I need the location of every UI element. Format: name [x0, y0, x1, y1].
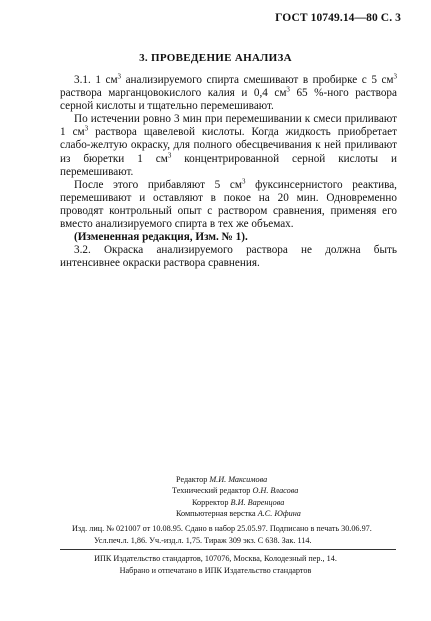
paragraph-3-1: 3.1. 1 $см^3$ анализируемого спирта смешивают в пробирке с 5 $см^3$ раствора марганцовокислого калия и 0,4 $см^3$ 65 %-ного раствора серной кислоты и тщательно перемешивают. [60, 72, 398, 113]
page-header: ГОСТ 10749.14—80 С. 3 [275, 12, 401, 24]
editor-line: Редактор М.И. Максимова [176, 475, 268, 484]
publication-info [72, 523, 372, 546]
imprint-line-2: Набрано и отпечатано в ИПК Издательство стандартов [119, 565, 312, 575]
section-title: 3. ПРОВЕДЕНИЕ АНАЛИЗА [139, 52, 292, 64]
divider [60, 549, 396, 550]
section-body [60, 74, 397, 270]
publisher-imprint [0, 553, 431, 576]
publication-line-1: Изд. лиц. № 021007 от 10.08.95. Сдано в набор 25.05.97. Подписано в печать 30.06.97. [72, 524, 372, 533]
publication-line-2: Усл.печ.л. 1,86. Уч.-изд.л. 1,75. Тираж 309 экз. С 638. Зак. 114. [94, 535, 312, 545]
tech-editor-line: Технический редактор О.Н. Власова [172, 486, 299, 496]
editorial-staff [172, 474, 301, 519]
corrector-line: Корректор В.И. Варенцова [192, 497, 285, 507]
paragraph-3-1-part-3: После этого прибавляют 5 $см^3$ фуксинсернистого реактива, перемешивают и оставляют в покое на 20 мин. Одновременно проводят контрольный опыт с раствором сравнения, применяя его вместо анализируемого спирта в тех же объемах. [60, 177, 397, 231]
paragraph-3-2: 3.2. Окраска анализируемого раствора не должна быть интенсивнее окраски раствора сравнения. [60, 244, 397, 270]
amendment-note: (Измененная редакция, Изм. № 1). [74, 231, 248, 244]
layout-line: Компьютерная верстка А.С. Юфина [176, 508, 301, 518]
paragraph-3-1-part-2: По истечении ровно 3 мин при перемешивании к смеси приливают 1 $см^3$ раствора щавелевой кислоты. Когда жидкость приобретает слабо-желтую окраску, для полного обесцвечивания к ней приливают из бюретки 1 $см^3$ концентрированной серной кислоты и перемешивают. [60, 113, 398, 178]
imprint-line-1: ИПК Издательство стандартов, 107076, Москва, Колодезный пер., 14. [94, 554, 337, 563]
